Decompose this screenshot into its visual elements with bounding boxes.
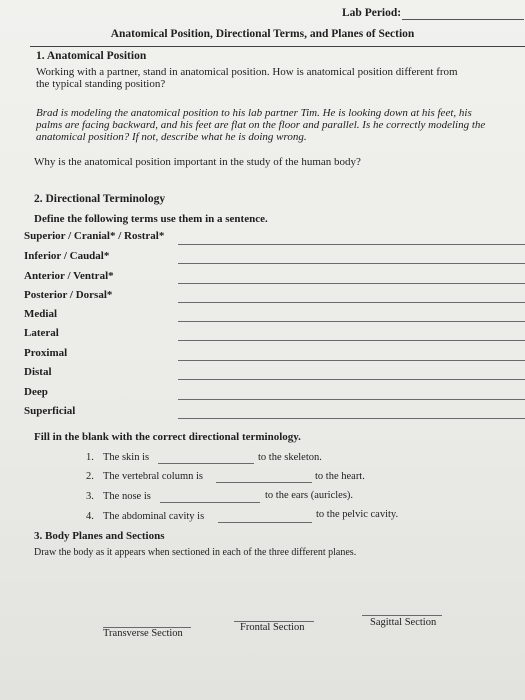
answer-line-deep[interactable] [178,399,525,400]
term-lateral: Lateral [24,327,59,339]
term-posterior: Posterior / Dorsal* [24,289,113,301]
drawing-area[interactable] [30,565,500,615]
section1-scenario-line2: palms are facing backward, and his feet are flat on the floor and parallel. Is he correctly modeling the [36,119,486,131]
fill-item-4-number: 4. [86,511,94,522]
fill-item-1-number: 1. [86,452,94,463]
fill-blank-heading: Fill in the blank with the correct directional terminology. [34,431,301,443]
worksheet-title: Anatomical Position, Directional Terms, and Planes of Section [110,28,415,40]
answer-line-lateral[interactable] [178,340,525,341]
fill-item-1-blank[interactable] [158,463,254,464]
answer-line-proximal[interactable] [178,360,525,361]
answer-line-superficial[interactable] [178,418,525,419]
fill-item-3-suffix: to the ears (auricles). [265,490,354,501]
sagittal-caption-line [362,615,442,616]
sagittal-section-caption: Sagittal Section [370,617,437,628]
answer-line-anterior[interactable] [178,283,525,284]
fill-item-4-text: The abdominal cavity is [103,511,205,522]
term-medial: Medial [24,308,57,320]
section1-scenario-line1: Brad is modeling the anatomical position to his lab partner Tim. He is looking down at his feet, his [36,107,472,119]
section1-scenario-line3: anatomical position? If not, describe what he is doing wrong. [36,131,307,143]
section2-instruction: Define the following terms use them in a sentence. [34,213,268,225]
term-superior: Superior / Cranial* / Rostral* [24,230,165,242]
lab-period-blank[interactable] [402,19,524,20]
section1-heading: 1. Anatomical Position [36,50,147,62]
fill-item-2-text: The vertebral column is [103,471,204,482]
section1-instruction-line1: Working with a partner, stand in anatomical position. How is anatomical position different from [36,66,458,78]
term-inferior: Inferior / Caudal* [24,250,110,262]
term-proximal: Proximal [24,347,68,359]
fill-item-3-blank[interactable] [160,502,260,503]
lab-period-label: Lab Period: [342,7,402,19]
section2-heading: 2. Directional Terminology [34,193,166,205]
answer-line-distal[interactable] [178,379,525,380]
section1-instruction-line2: the typical standing position? [36,78,166,90]
fill-item-4-suffix: to the pelvic cavity. [316,509,399,520]
fill-item-2-suffix: to the heart. [315,471,365,482]
section1-question: Why is the anatomical position important in the study of the human body? [34,156,361,168]
fill-item-2-blank[interactable] [216,482,312,483]
section3-heading: 3. Body Planes and Sections [34,530,165,542]
fill-item-1-text: The skin is [103,452,150,463]
fill-item-4-blank[interactable] [218,522,312,523]
term-anterior: Anterior / Ventral* [24,270,114,282]
answer-line-posterior[interactable] [178,302,525,303]
frontal-section-caption: Frontal Section [240,622,305,633]
section3-instruction: Draw the body as it appears when sectioned in each of the three different planes. [34,547,357,558]
term-deep: Deep [24,386,48,398]
fill-item-1-suffix: to the skeleton. [258,452,322,463]
answer-line-superior[interactable] [178,244,525,245]
answer-line-medial[interactable] [178,321,525,322]
transverse-section-caption: Transverse Section [103,628,183,639]
answer-line-inferior[interactable] [178,263,525,264]
term-superficial: Superficial [24,405,76,417]
term-distal: Distal [24,366,52,378]
title-divider [30,46,525,47]
fill-item-2-number: 2. [86,471,94,482]
fill-item-3-number: 3. [86,491,94,502]
fill-item-3-text: The nose is [103,491,151,502]
